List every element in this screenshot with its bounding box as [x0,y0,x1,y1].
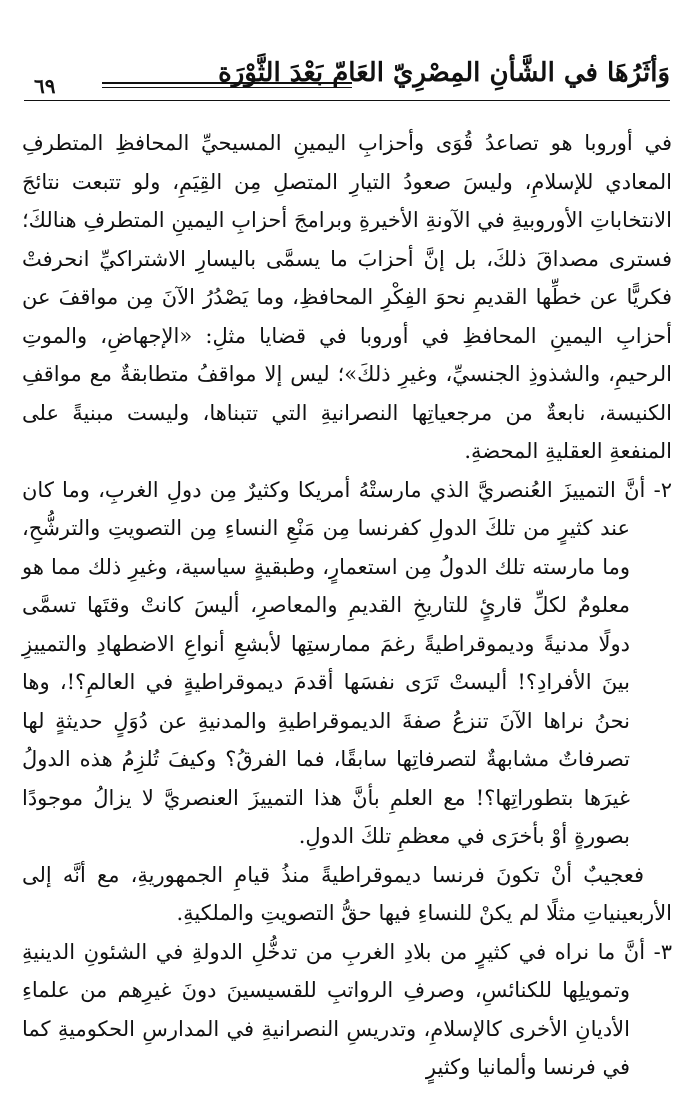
numbered-item-3: ٣- أنَّ ما نراه في كثيرٍ من بلادِ الغربِ من تدخُّلِ الدولةِ في الشئونِ الدينيةِ وتمويلِها للكنائسِ، وصرفِ الرواتبِ للقسيسينَ دونَ غيرِهم من علماءِ الأديانِ الأخرى كالإسلامِ، وتدريسِ النصرانيةِ في المدارسِ الحكوميةِ كما في فرنسا وألمانيا وكثيرٍ [22,939,672,1079]
running-title: وَأثَرُهَا في الشَّأنِ المِصْرِيّ العَامّ بَعْدَ الثَّوْرَة [218,58,670,88]
page-number: ٦٩ [34,74,56,98]
numbered-item-2: ٢- أنَّ التمييزَ العُنصريَّ الذي مارستْهُ أمريكا وكثيرٌ مِن دولِ الغربِ، وما كان عند كثيرٍ من تلكَ الدولِ كفرنسا مِن مَنْعِ النساءِ مِن التصويتِ والترشُّحِ، وما مارسته تلك الدولُ مِن استعمارٍ، وطبقيةٍ سياسية، وغيرِ ذلك مما هو معلومٌ لكلِّ قارئٍ للتاريخِ القديمِ والمعاصرِ، أليسَ كانتْ وقتَها تسمَّى دولًا مدنيةً وديموقراطيةً رغمَ ممارستِها لأبشعِ أنواعِ الاضطهادِ والتمييزِ بينَ الأفرادِ؟! أليستْ تَرَى نفسَها أقدمَ ديموقراطيةٍ في العالمِ؟!، وها نحنُ نراها الآنَ تنزعُ صفةَ الديموقراطيةِ والمدنيةِ عن دُوَلٍ حديثةٍ لها تصرفاتٌ مشابهةٌ لتصرفاتِها سابقًا، فما الفرقُ؟ وكيفَ تُلزِمُ هذه الدولُ غيرَها بتطوراتِها؟! مع العلمِ بأنَّ هذا التمييزَ العنصريَّ لا يزالُ موجودًا بصورةٍ أوْ بأخرَى في معظمِ تلكَ الدولِ. [22,477,672,848]
page-body [22,124,672,1087]
header-divider [24,100,670,101]
page-header [24,58,670,104]
paragraph: في أوروبا هو تصاعدُ قُوَى وأحزابِ اليمينِ المسيحيِّ المحافظِ المتطرفِ المعادي للإسلامِ، وليسَ صعودُ التيارِ المتصلِ مِن القِيَمِ، ولو تتبعت نتائجَ الانتخاباتِ الأوروبيةِ في الآونةِ الأخيرةِ وبرامجَ أحزابِ اليمينِ المتطرفِ هنالكَ؛ فسترى مصداقَ ذلكَ، بل إنَّ أحزابَ ما يسمَّى باليسارِ الاشتراكيِّ انحرفتْ فكريًّا عن خطِّها القديمِ نحوَ الفِكْرِ المحافظِ، وما يَصْدُرُ الآنَ مِن مواقفَ عن أحزابِ اليمينِ المحافظِ في أوروبا في قضايا مثلِ: «الإجهاضِ، والموتِ الرحيمِ، والشذوذِ الجنسيِّ، وغيرِ ذلكَ»؛ ليس إلا مواقفُ متطابقةٌ مع مواقفِ الكنيسة، نابعةٌ من مرجعياتِها النصرانيةِ التي تتبناها، وليست مبنيةً على المنفعةِ العقليةِ المحضةِ. [22,131,673,463]
paragraph: فعجيبٌ أنْ تكونَ فرنسا ديموقراطيةً منذُ قيامِ الجمهوريةِ، مع أنَّه إلى الأربعينياتِ مثلًا لم يكنْ للنساءِ فيها حقُّ التصويتِ والملكيةِ. [22,862,672,925]
header-decorative-rule [102,82,352,88]
